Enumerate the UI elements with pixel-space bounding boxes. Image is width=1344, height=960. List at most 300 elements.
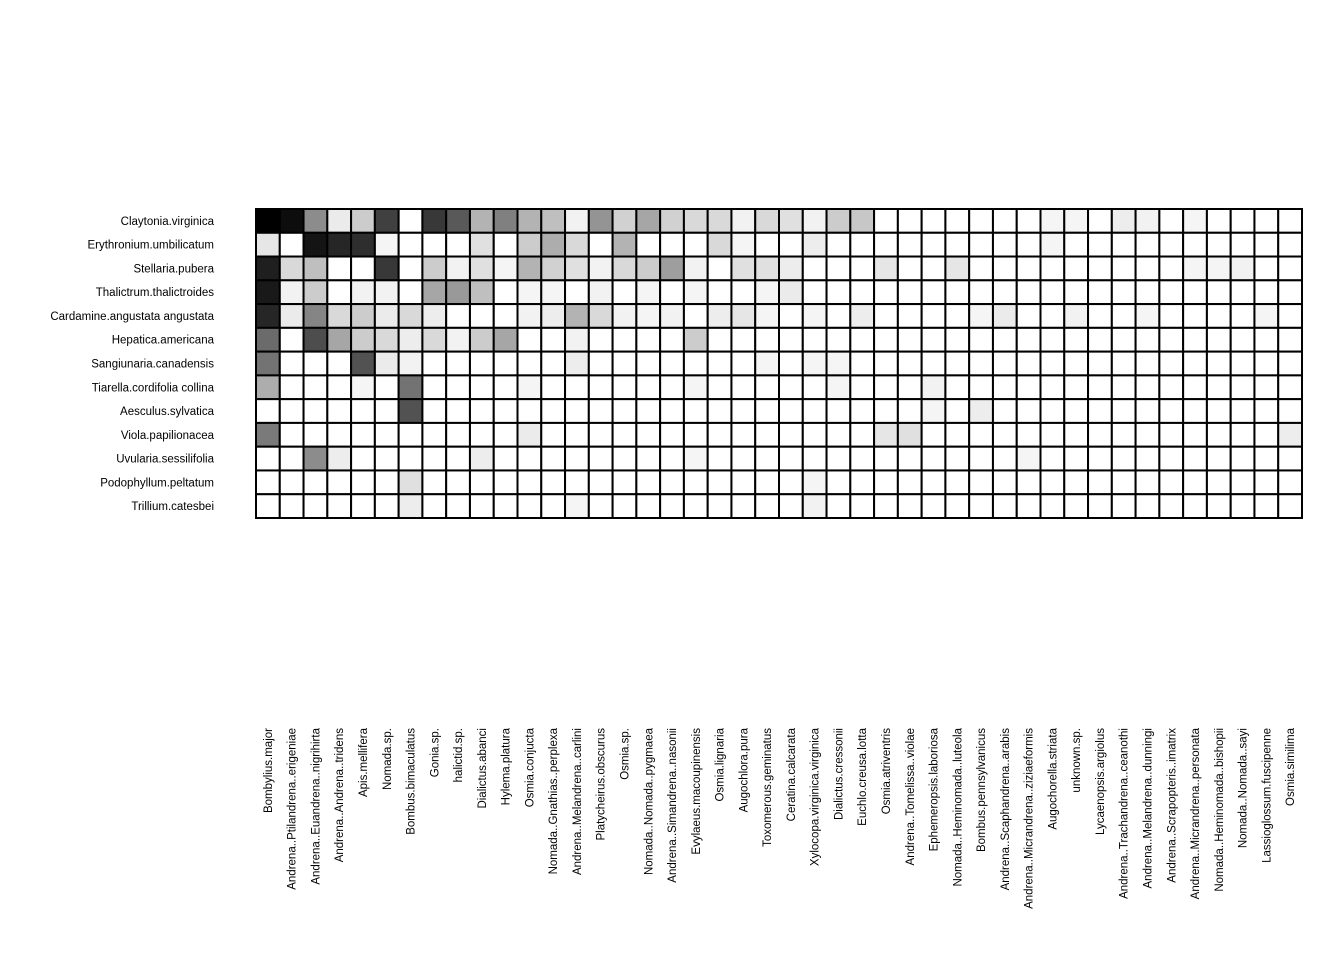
heatmap-cell-r8-c18 [684, 399, 708, 423]
heatmap-cell-r3-c27 [898, 280, 922, 304]
heatmap-cell-r5-c14 [589, 328, 613, 352]
heatmap-cell-r10-c31 [993, 447, 1017, 471]
heatmap-cell-r0-c39 [1183, 209, 1207, 233]
heatmap-cell-r4-c31 [993, 304, 1017, 328]
heatmap-cell-r4-c14 [589, 304, 613, 328]
heatmap-cell-r1-c19 [708, 233, 732, 257]
heatmap-cell-r4-c27 [898, 304, 922, 328]
column-label-nomada-nomada-pygmaea: Nomada..Nomada..pygmaea [643, 728, 656, 876]
heatmap-cell-r3-c20 [731, 280, 755, 304]
heatmap-cell-r1-c6 [399, 233, 423, 257]
heatmap-cell-r11-c39 [1183, 470, 1207, 494]
column-label-bombylius-major: Bombylius.major [262, 728, 275, 813]
heatmap-cell-r0-c13 [565, 209, 589, 233]
column-label-osmia-lignaria: Osmia.lignaria [714, 728, 727, 802]
column-labels [263, 727, 1297, 908]
heatmap-cell-r9-c41 [1231, 423, 1255, 447]
column-label-nomada-heminomada-bishopii: Nomada..Heminomada..bishopii [1213, 728, 1226, 892]
heatmap-cell-r7-c10 [494, 375, 518, 399]
heatmap-cell-r1-c40 [1207, 233, 1231, 257]
heatmap-cell-r6-c35 [1088, 352, 1112, 376]
heatmap-cell-r10-c38 [1159, 447, 1183, 471]
heatmap-cell-r11-c23 [803, 470, 827, 494]
heatmap-cell-r12-c37 [1136, 494, 1160, 518]
heatmap-cell-r11-c12 [541, 470, 565, 494]
heatmap-cell-r10-c17 [660, 447, 684, 471]
heatmap-cell-r5-c42 [1254, 328, 1278, 352]
heatmap-cell-r11-c22 [779, 470, 803, 494]
column-label-euchlo-creusa-lotta: Euchlo.creusa.lotta [857, 728, 870, 826]
heatmap-cell-r10-c11 [518, 447, 542, 471]
heatmap-cell-r11-c28 [922, 470, 946, 494]
heatmap-cell-r10-c4 [351, 447, 375, 471]
heatmap-cell-r1-c36 [1112, 233, 1136, 257]
heatmap-cell-r2-c33 [1041, 257, 1065, 281]
heatmap-cell-r5-c34 [1064, 328, 1088, 352]
heatmap-cell-r3-c35 [1088, 280, 1112, 304]
heatmap-cell-r11-c3 [327, 470, 351, 494]
heatmap-cell-r1-c23 [803, 233, 827, 257]
heatmap-cell-r0-c29 [945, 209, 969, 233]
heatmap-cell-r10-c21 [755, 447, 779, 471]
heatmap-cell-r11-c33 [1041, 470, 1065, 494]
heatmap-cell-r7-c15 [613, 375, 637, 399]
heatmap-cell-r7-c14 [589, 375, 613, 399]
heatmap-cell-r8-c7 [422, 399, 446, 423]
heatmap-cell-r6-c33 [1041, 352, 1065, 376]
heatmap-cell-r12-c8 [446, 494, 470, 518]
heatmap-cell-r8-c22 [779, 399, 803, 423]
heatmap-cell-r8-c24 [827, 399, 851, 423]
heatmap-cell-r7-c1 [280, 375, 304, 399]
heatmap-cell-r2-c6 [399, 257, 423, 281]
heatmap-cell-r0-c42 [1254, 209, 1278, 233]
heatmap-cell-r8-c12 [541, 399, 565, 423]
column-label-hylema-platura: Hylema.platura [500, 728, 513, 806]
heatmap-cell-r6-c32 [1017, 352, 1041, 376]
heatmap-cell-r7-c4 [351, 375, 375, 399]
heatmap-cell-r8-c43 [1278, 399, 1302, 423]
heatmap-cell-r0-c3 [327, 209, 351, 233]
heatmap-cell-r12-c41 [1231, 494, 1255, 518]
heatmap-cell-r8-c25 [850, 399, 874, 423]
heatmap-cell-r9-c34 [1064, 423, 1088, 447]
heatmap-cell-r0-c14 [589, 209, 613, 233]
heatmap-cell-r12-c17 [660, 494, 684, 518]
column-label-andrena-micrandrena-personata: Andrena..Micrandrena..personata [1190, 728, 1203, 900]
heatmap-cell-r6-c5 [375, 352, 399, 376]
heatmap-cell-r3-c30 [969, 280, 993, 304]
heatmap-cell-r4-c41 [1231, 304, 1255, 328]
column-label-bombus-bimaculatus: Bombus.bimaculatus [405, 728, 418, 835]
heatmap-cell-r7-c43 [1278, 375, 1302, 399]
heatmap-cell-r11-c16 [636, 470, 660, 494]
heatmap-cell-r5-c7 [422, 328, 446, 352]
heatmap-cell-r8-c27 [898, 399, 922, 423]
heatmap-cell-r10-c25 [850, 447, 874, 471]
heatmap-cell-r3-c5 [375, 280, 399, 304]
heatmap-cell-r0-c22 [779, 209, 803, 233]
heatmap-cell-r0-c38 [1159, 209, 1183, 233]
heatmap-cell-r6-c22 [779, 352, 803, 376]
heatmap-cell-r11-c4 [351, 470, 375, 494]
heatmap-cell-r8-c29 [945, 399, 969, 423]
heatmap-cell-r3-c13 [565, 280, 589, 304]
heatmap-cell-r9-c7 [422, 423, 446, 447]
heatmap-cell-r9-c29 [945, 423, 969, 447]
heatmap-cell-r12-c23 [803, 494, 827, 518]
column-label-bombus-pennsylvanicus: Bombus.pennsylvanicus [976, 728, 989, 853]
heatmap-cell-r3-c12 [541, 280, 565, 304]
heatmap-cell-r10-c14 [589, 447, 613, 471]
heatmap-cell-r9-c31 [993, 423, 1017, 447]
heatmap-cell-r0-c5 [375, 209, 399, 233]
column-label-nomada-nomada-sayi: Nomada..Nomada..sayi [1237, 728, 1250, 849]
heatmap-cell-r10-c19 [708, 447, 732, 471]
heatmap-cell-r5-c6 [399, 328, 423, 352]
heatmap-cell-r5-c29 [945, 328, 969, 352]
heatmap-cell-r3-c14 [589, 280, 613, 304]
heatmap-cell-r9-c20 [731, 423, 755, 447]
heatmap-cell-r9-c19 [708, 423, 732, 447]
column-label-gonia-sp: Gonia.sp. [429, 728, 442, 778]
heatmap-cell-r0-c2 [304, 209, 328, 233]
heatmap-cell-r2-c3 [327, 257, 351, 281]
heatmap-cell-r5-c20 [731, 328, 755, 352]
heatmap-cell-r5-c5 [375, 328, 399, 352]
heatmap-cell-r3-c22 [779, 280, 803, 304]
heatmap-cell-r5-c2 [304, 328, 328, 352]
heatmap-cell-r5-c43 [1278, 328, 1302, 352]
heatmap-cell-r5-c17 [660, 328, 684, 352]
heatmap-cell-r9-c3 [327, 423, 351, 447]
heatmap-cell-r6-c4 [351, 352, 375, 376]
heatmap-cell-r3-c28 [922, 280, 946, 304]
row-label-podophyllum-peltatum: Podophyllum.peltatum [100, 477, 214, 490]
heatmap-cell-r10-c33 [1041, 447, 1065, 471]
heatmap-cell-r5-c28 [922, 328, 946, 352]
heatmap-cell-r0-c30 [969, 209, 993, 233]
heatmap-cell-r1-c3 [327, 233, 351, 257]
heatmap-cell-r5-c37 [1136, 328, 1160, 352]
heatmap-cell-r1-c27 [898, 233, 922, 257]
heatmap-cell-r10-c7 [422, 447, 446, 471]
heatmap-cell-r5-c30 [969, 328, 993, 352]
heatmap-cell-r7-c38 [1159, 375, 1183, 399]
heatmap-cell-r9-c13 [565, 423, 589, 447]
heatmap-cell-r12-c26 [874, 494, 898, 518]
heatmap-cell-r5-c21 [755, 328, 779, 352]
heatmap-cell-r7-c36 [1112, 375, 1136, 399]
column-label-osmia-atriventris: Osmia.atriventris [880, 728, 893, 815]
column-label-andrena-euandrena-nigrihirta: Andrena..Euandrena..nigrihirta [310, 728, 323, 885]
heatmap-cell-r3-c18 [684, 280, 708, 304]
heatmap-cell-r10-c18 [684, 447, 708, 471]
heatmap-cell-r6-c21 [755, 352, 779, 376]
heatmap-cell-r1-c26 [874, 233, 898, 257]
heatmap-cell-r4-c40 [1207, 304, 1231, 328]
column-label-augochorella-striata: Augochorella.striata [1047, 728, 1060, 830]
heatmap-cell-r12-c5 [375, 494, 399, 518]
heatmap-cell-r0-c32 [1017, 209, 1041, 233]
heatmap-cell-r7-c31 [993, 375, 1017, 399]
heatmap-cell-r0-c26 [874, 209, 898, 233]
heatmap-cell-r12-c43 [1278, 494, 1302, 518]
heatmap-cell-r2-c39 [1183, 257, 1207, 281]
heatmap-cell-r11-c29 [945, 470, 969, 494]
heatmap-cell-r4-c20 [731, 304, 755, 328]
heatmap-cell-r7-c33 [1041, 375, 1065, 399]
heatmap-cell-r6-c23 [803, 352, 827, 376]
heatmap-cell-r4-c1 [280, 304, 304, 328]
heatmap-cell-r3-c16 [636, 280, 660, 304]
heatmap-cell-r10-c28 [922, 447, 946, 471]
heatmap-cell-r4-c12 [541, 304, 565, 328]
heatmap-cell-r8-c19 [708, 399, 732, 423]
heatmap-cell-r6-c30 [969, 352, 993, 376]
heatmap-cell-r0-c17 [660, 209, 684, 233]
column-label-andrena-melandrena-carlini: Andrena..Melandrena..carlini [571, 728, 584, 876]
heatmap-cell-r8-c30 [969, 399, 993, 423]
heatmap-cell-r12-c14 [589, 494, 613, 518]
heatmap-cell-r7-c7 [422, 375, 446, 399]
heatmap-cell-r10-c5 [375, 447, 399, 471]
heatmap-cell-r12-c4 [351, 494, 375, 518]
column-label-nomada-sp: Nomada.sp. [381, 728, 394, 791]
heatmap-cell-r9-c30 [969, 423, 993, 447]
heatmap-cell-r10-c26 [874, 447, 898, 471]
heatmap-cell-r3-c25 [850, 280, 874, 304]
heatmap-cell-r9-c12 [541, 423, 565, 447]
heatmap-cell-r9-c39 [1183, 423, 1207, 447]
heatmap-cell-r2-c35 [1088, 257, 1112, 281]
heatmap-cell-r12-c25 [850, 494, 874, 518]
heatmap-cell-r5-c36 [1112, 328, 1136, 352]
heatmap-cell-r8-c3 [327, 399, 351, 423]
heatmap-cell-r2-c7 [422, 257, 446, 281]
heatmap-cell-r12-c21 [755, 494, 779, 518]
heatmap-cell-r10-c22 [779, 447, 803, 471]
heatmap-cell-r8-c21 [755, 399, 779, 423]
heatmap-cell-r4-c0 [256, 304, 280, 328]
heatmap-cell-r11-c37 [1136, 470, 1160, 494]
heatmap-cell-r12-c30 [969, 494, 993, 518]
heatmap-cell-r1-c35 [1088, 233, 1112, 257]
heatmap-cell-r6-c10 [494, 352, 518, 376]
heatmap-cell-r8-c28 [922, 399, 946, 423]
heatmap-cell-r6-c7 [422, 352, 446, 376]
heatmap-cell-r1-c28 [922, 233, 946, 257]
heatmap-cell-r6-c8 [446, 352, 470, 376]
heatmap-cell-r2-c8 [446, 257, 470, 281]
heatmap-cell-r10-c6 [399, 447, 423, 471]
heatmap-cell-r1-c11 [518, 233, 542, 257]
heatmap-cell-r2-c0 [256, 257, 280, 281]
heatmap-cell-r11-c15 [613, 470, 637, 494]
heatmap-cell-r4-c10 [494, 304, 518, 328]
heatmap-cell-r2-c4 [351, 257, 375, 281]
heatmap-cell-r0-c0 [256, 209, 280, 233]
column-label-andrena-ptilandrena-erigeniae: Andrena..Ptilandrena..erigeniae [286, 728, 299, 890]
heatmap-cell-r4-c36 [1112, 304, 1136, 328]
heatmap-cell-r1-c34 [1064, 233, 1088, 257]
heatmap-cell-r5-c12 [541, 328, 565, 352]
heatmap-cell-r6-c20 [731, 352, 755, 376]
heatmap-cell-r0-c11 [518, 209, 542, 233]
heatmap-cell-r4-c11 [518, 304, 542, 328]
heatmap-cell-r12-c16 [636, 494, 660, 518]
heatmap-cell-r3-c42 [1254, 280, 1278, 304]
heatmap-cell-r6-c19 [708, 352, 732, 376]
heatmap-cell-r11-c30 [969, 470, 993, 494]
heatmap-cell-r1-c20 [731, 233, 755, 257]
heatmap-cell-r10-c8 [446, 447, 470, 471]
heatmap-cell-r10-c3 [327, 447, 351, 471]
heatmap-cell-r4-c5 [375, 304, 399, 328]
heatmap-cell-r7-c40 [1207, 375, 1231, 399]
heatmap-cell-r5-c31 [993, 328, 1017, 352]
heatmap-cell-r4-c25 [850, 304, 874, 328]
column-label-andrena-melandrena-dunningi: Andrena..Melandrena..dunningi [1142, 728, 1155, 889]
heatmap-cell-r9-c28 [922, 423, 946, 447]
heatmap-cell-r8-c37 [1136, 399, 1160, 423]
heatmap-cell-r8-c32 [1017, 399, 1041, 423]
heatmap-cell-r2-c10 [494, 257, 518, 281]
heatmap-cell-r1-c17 [660, 233, 684, 257]
column-label-osmia-similima: Osmia.similima [1285, 728, 1298, 806]
heatmap-cell-r7-c23 [803, 375, 827, 399]
heatmap-cell-r8-c4 [351, 399, 375, 423]
heatmap-cell-r1-c7 [422, 233, 446, 257]
heatmap-cell-r11-c17 [660, 470, 684, 494]
heatmap-cell-r9-c4 [351, 423, 375, 447]
heatmap-cell-r8-c11 [518, 399, 542, 423]
heatmap-cell-r9-c22 [779, 423, 803, 447]
heatmap-cell-r7-c26 [874, 375, 898, 399]
heatmap-cell-r12-c0 [256, 494, 280, 518]
column-label-nomada-heminomada-luteola: Nomada..Heminomada..luteola [952, 728, 965, 887]
heatmap-cell-r2-c13 [565, 257, 589, 281]
heatmap-cell-r0-c9 [470, 209, 494, 233]
heatmap-cell-r6-c15 [613, 352, 637, 376]
heatmap-cell-r5-c40 [1207, 328, 1231, 352]
heatmap-cell-r1-c29 [945, 233, 969, 257]
heatmap-cell-r4-c8 [446, 304, 470, 328]
heatmap-cell-r4-c23 [803, 304, 827, 328]
heatmap-cell-r12-c13 [565, 494, 589, 518]
heatmap-cell-r0-c19 [708, 209, 732, 233]
heatmap-cell-r7-c0 [256, 375, 280, 399]
heatmap-cell-r12-c10 [494, 494, 518, 518]
heatmap-cell-r6-c28 [922, 352, 946, 376]
heatmap-cell-r7-c35 [1088, 375, 1112, 399]
heatmap-cell-r7-c30 [969, 375, 993, 399]
heatmap-cell-r10-c30 [969, 447, 993, 471]
heatmap-cell-r0-c28 [922, 209, 946, 233]
heatmap-cell-r10-c2 [304, 447, 328, 471]
heatmap-cell-r4-c19 [708, 304, 732, 328]
heatmap-cell-r7-c41 [1231, 375, 1255, 399]
heatmap-cell-r5-c22 [779, 328, 803, 352]
row-label-hepatica-americana: Hepatica.americana [111, 334, 214, 347]
heatmap-cell-r12-c28 [922, 494, 946, 518]
heatmap-cell-r12-c3 [327, 494, 351, 518]
heatmap-cell-r7-c18 [684, 375, 708, 399]
heatmap-cell-r7-c42 [1254, 375, 1278, 399]
heatmap-cell-r12-c38 [1159, 494, 1183, 518]
heatmap-cell-r7-c12 [541, 375, 565, 399]
column-label-andrena-trachandrena-ceanothi: Andrena..Trachandrena..ceanothi [1118, 728, 1131, 899]
heatmap-cell-r6-c6 [399, 352, 423, 376]
heatmap-cell-r7-c11 [518, 375, 542, 399]
heatmap-cell-r3-c23 [803, 280, 827, 304]
heatmap-cell-r6-c3 [327, 352, 351, 376]
heatmap-cell-r12-c18 [684, 494, 708, 518]
heatmap-cell-r3-c10 [494, 280, 518, 304]
heatmap-cell-r3-c9 [470, 280, 494, 304]
row-label-trillium-catesbei: Trillium.catesbei [131, 501, 214, 514]
heatmap-cell-r4-c3 [327, 304, 351, 328]
heatmap-cell-r8-c1 [280, 399, 304, 423]
heatmap-cell-r4-c42 [1254, 304, 1278, 328]
row-label-cardamine-angustata-angustata: Cardamine.angustata angustata [50, 310, 214, 323]
heatmap-cell-r5-c13 [565, 328, 589, 352]
heatmap-cell-r1-c30 [969, 233, 993, 257]
heatmap-cell-r7-c5 [375, 375, 399, 399]
heatmap-cell-r2-c40 [1207, 257, 1231, 281]
heatmap-cell-r3-c19 [708, 280, 732, 304]
heatmap-cell-r7-c25 [850, 375, 874, 399]
heatmap-cell-r2-c34 [1064, 257, 1088, 281]
heatmap-cell-r5-c27 [898, 328, 922, 352]
column-label-ceratina-calcarata: Ceratina.calcarata [785, 728, 798, 822]
heatmap-cell-r3-c21 [755, 280, 779, 304]
heatmap-cell-r1-c32 [1017, 233, 1041, 257]
heatmap-cell-r3-c39 [1183, 280, 1207, 304]
heatmap-cell-r12-c32 [1017, 494, 1041, 518]
heatmap-cell-r6-c14 [589, 352, 613, 376]
heatmap-cell-r12-c31 [993, 494, 1017, 518]
heatmap-cell-r9-c33 [1041, 423, 1065, 447]
heatmap-cell-r7-c6 [399, 375, 423, 399]
heatmap-cell-r10-c41 [1231, 447, 1255, 471]
heatmap-cell-r10-c27 [898, 447, 922, 471]
heatmap-cell-r8-c20 [731, 399, 755, 423]
heatmap-cell-r8-c38 [1159, 399, 1183, 423]
heatmap-cell-r4-c35 [1088, 304, 1112, 328]
heatmap-cell-r11-c25 [850, 470, 874, 494]
heatmap-cell-r1-c12 [541, 233, 565, 257]
heatmap-cell-r6-c34 [1064, 352, 1088, 376]
heatmap-cell-r2-c31 [993, 257, 1017, 281]
heatmap-cell-r0-c10 [494, 209, 518, 233]
heatmap-cell-r11-c18 [684, 470, 708, 494]
heatmap-cell-r7-c37 [1136, 375, 1160, 399]
heatmap-cell-r10-c16 [636, 447, 660, 471]
heatmap-cell-r8-c42 [1254, 399, 1278, 423]
heatmap-cell-r5-c25 [850, 328, 874, 352]
heatmap-cell-r1-c37 [1136, 233, 1160, 257]
heatmap-cell-r8-c39 [1183, 399, 1207, 423]
heatmap-cell-r9-c6 [399, 423, 423, 447]
heatmap-cell-r1-c18 [684, 233, 708, 257]
heatmap-cell-r1-c13 [565, 233, 589, 257]
heatmap-cell-r12-c1 [280, 494, 304, 518]
heatmap-cell-r3-c29 [945, 280, 969, 304]
heatmap-cell-r11-c19 [708, 470, 732, 494]
heatmap-cell-r2-c37 [1136, 257, 1160, 281]
column-label-platycheirus-obscurus: Platycheirus.obscurus [595, 728, 608, 841]
